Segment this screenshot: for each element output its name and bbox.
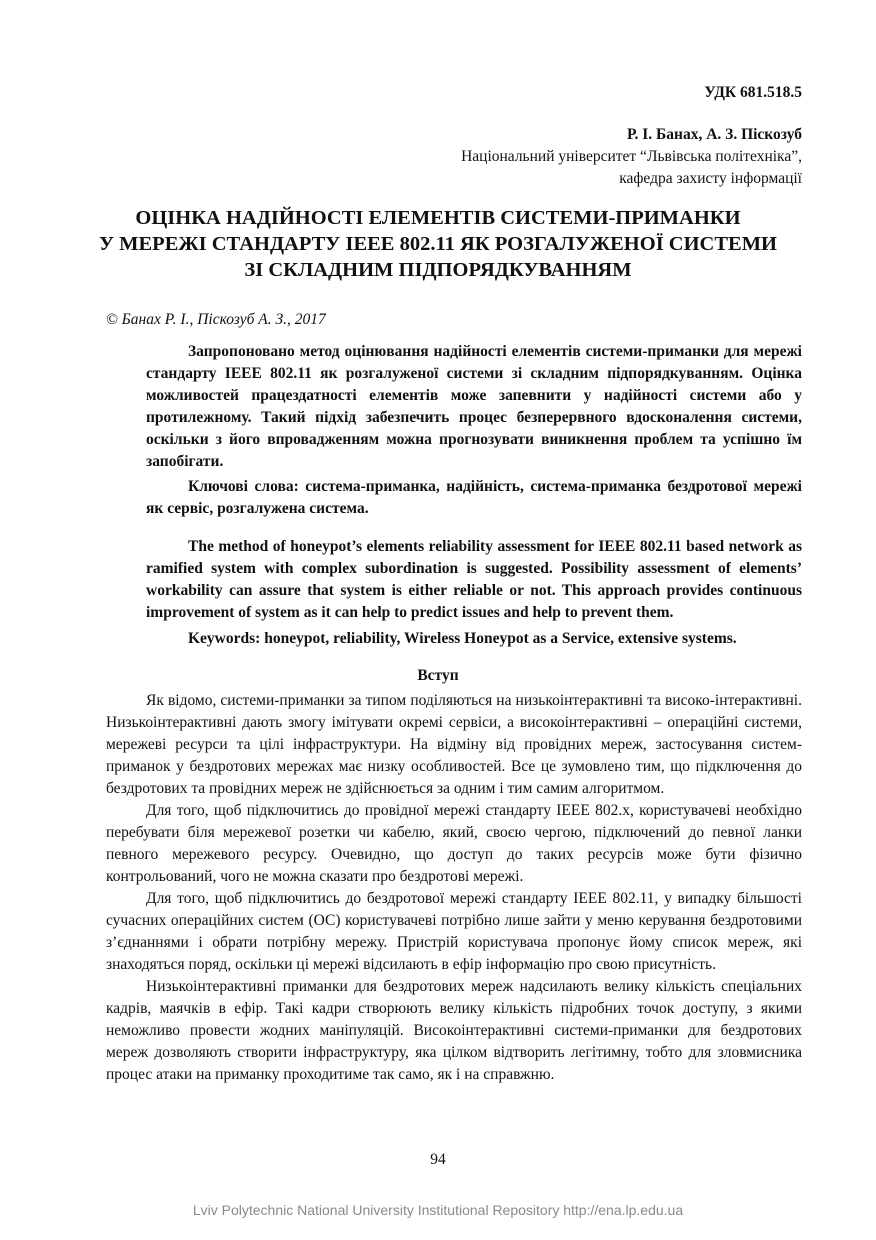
page-number: 94 bbox=[430, 1151, 446, 1168]
author-block bbox=[461, 124, 802, 190]
author-names: Р. І. Банах, А. З. Піскозуб bbox=[626, 126, 802, 143]
keywords-ukrainian: Ключові слова: система-приманка, надійність, система-приманка бездротової мережі як сервіс, розгалужена система. bbox=[146, 478, 802, 517]
title-line-3: ЗІ СКЛАДНИМ ПІДПОРЯДКУВАННЯМ bbox=[244, 259, 632, 281]
section-body bbox=[106, 690, 802, 1086]
affiliation-line-1: Національний університет “Львівська політехніка”, bbox=[461, 148, 802, 165]
body-paragraph: Як відомо, системи-приманки за типом поділяються на низькоінтерактивні та високо-інтерактивні. Низькоінтерактивні дають змогу імітувати окремі сервіси, а високоінтерактивні – операційні системи, мережеві ресурси та цілі інфраструктури. На відміну від провідних мереж, застосування систем-приманок у бездротових мережах має низку особливостей. Все це зумовлено тим, що підключення до бездротових та провідних мереж не здійснюється за одним і тим самим алгоритмом. bbox=[106, 692, 802, 797]
affiliation-line-2: кафедра захисту інформації bbox=[619, 170, 802, 187]
abstract-ukrainian: Запропоновано метод оцінювання надійності елементів системи-приманки для мережі стандарту IEEE 802.11 як розгалуженої системи зі складним підпорядкуванням. Оцінка можливостей працездатності елементів може запевнити у надійності системи або у протилежному. Такий підхід забезпечить процес безперервного вдосконалення системи, оскільки з його впровадженням можна прогнозувати виникнення проблем та успішно їм запобігати. bbox=[146, 343, 802, 470]
udk-code: УДК 681.518.5 bbox=[704, 84, 802, 101]
title-line-1: ОЦІНКА НАДІЙНОСТІ ЕЛЕМЕНТІВ СИСТЕМИ-ПРИМАНКИ bbox=[135, 207, 741, 229]
title-line-2: У МЕРЕЖІ СТАНДАРТУ IEEE 802.11 ЯК РОЗГАЛУЖЕНОЇ СИСТЕМИ bbox=[98, 233, 777, 255]
repository-footer: Lviv Polytechnic National University Institutional Repository http://ena.lp.edu.ua bbox=[192, 1202, 684, 1218]
section-heading: Вступ bbox=[417, 667, 459, 684]
abstract-english: The method of honeypot’s elements reliability assessment for IEEE 802.11 based network as ramified system with complex subordination is suggested. Possibility assessment of elements’ workability can assure that system is either reliable or not. This approach provides continuous improvement of system as it can help to predict issues and help to prevent them. bbox=[146, 538, 802, 621]
paper-title bbox=[96, 205, 780, 283]
body-paragraph: Низькоінтерактивні приманки для бездротових мереж надсилають велику кількість спеціальних кадрів, маячків в ефір. Такі кадри створюють велику кількість підробних точок доступу, з якими неможливо провести жодних маніпуляцій. Високоінтерактивні системи-приманки для бездротових мереж дозволяють створити інфраструктуру, яка цілком відтворить легітимну, тобто для зловмисника процес атаки на приманку проходитиме так само, як і на справжню. bbox=[106, 978, 802, 1083]
body-paragraph: Для того, щоб підключитись до провідної мережі стандарту IEEE 802.x, користувачеві необхідно перебувати біля мережевої розетки чи кабелю, який, своєю чергою, підключений до певної ланки певного мережевого ресурсу. Очевидно, що доступ до таких ресурсів може бути фізично контрольований, чого не можна сказати про бездротові мережі. bbox=[106, 802, 802, 885]
keywords-english: Keywords: honeypot, reliability, Wireless Honeypot as a Service, extensive systems. bbox=[188, 630, 737, 647]
copyright-line: © Банах Р. І., Піскозуб А. З., 2017 bbox=[106, 311, 326, 328]
body-paragraph: Для того, щоб підключитись до бездротової мережі стандарту IEEE 802.11, у випадку більшості сучасних операційних систем (ОС) користувачеві потрібно лише зайти у меню керування бездротовими з’єднаннями і обрати потрібну мережу. Пристрій користувача пропонує йому список мереж, які знаходяться поряд, оскільки ці мережі відсилають в ефір інформацію про свою присутність. bbox=[106, 890, 802, 973]
